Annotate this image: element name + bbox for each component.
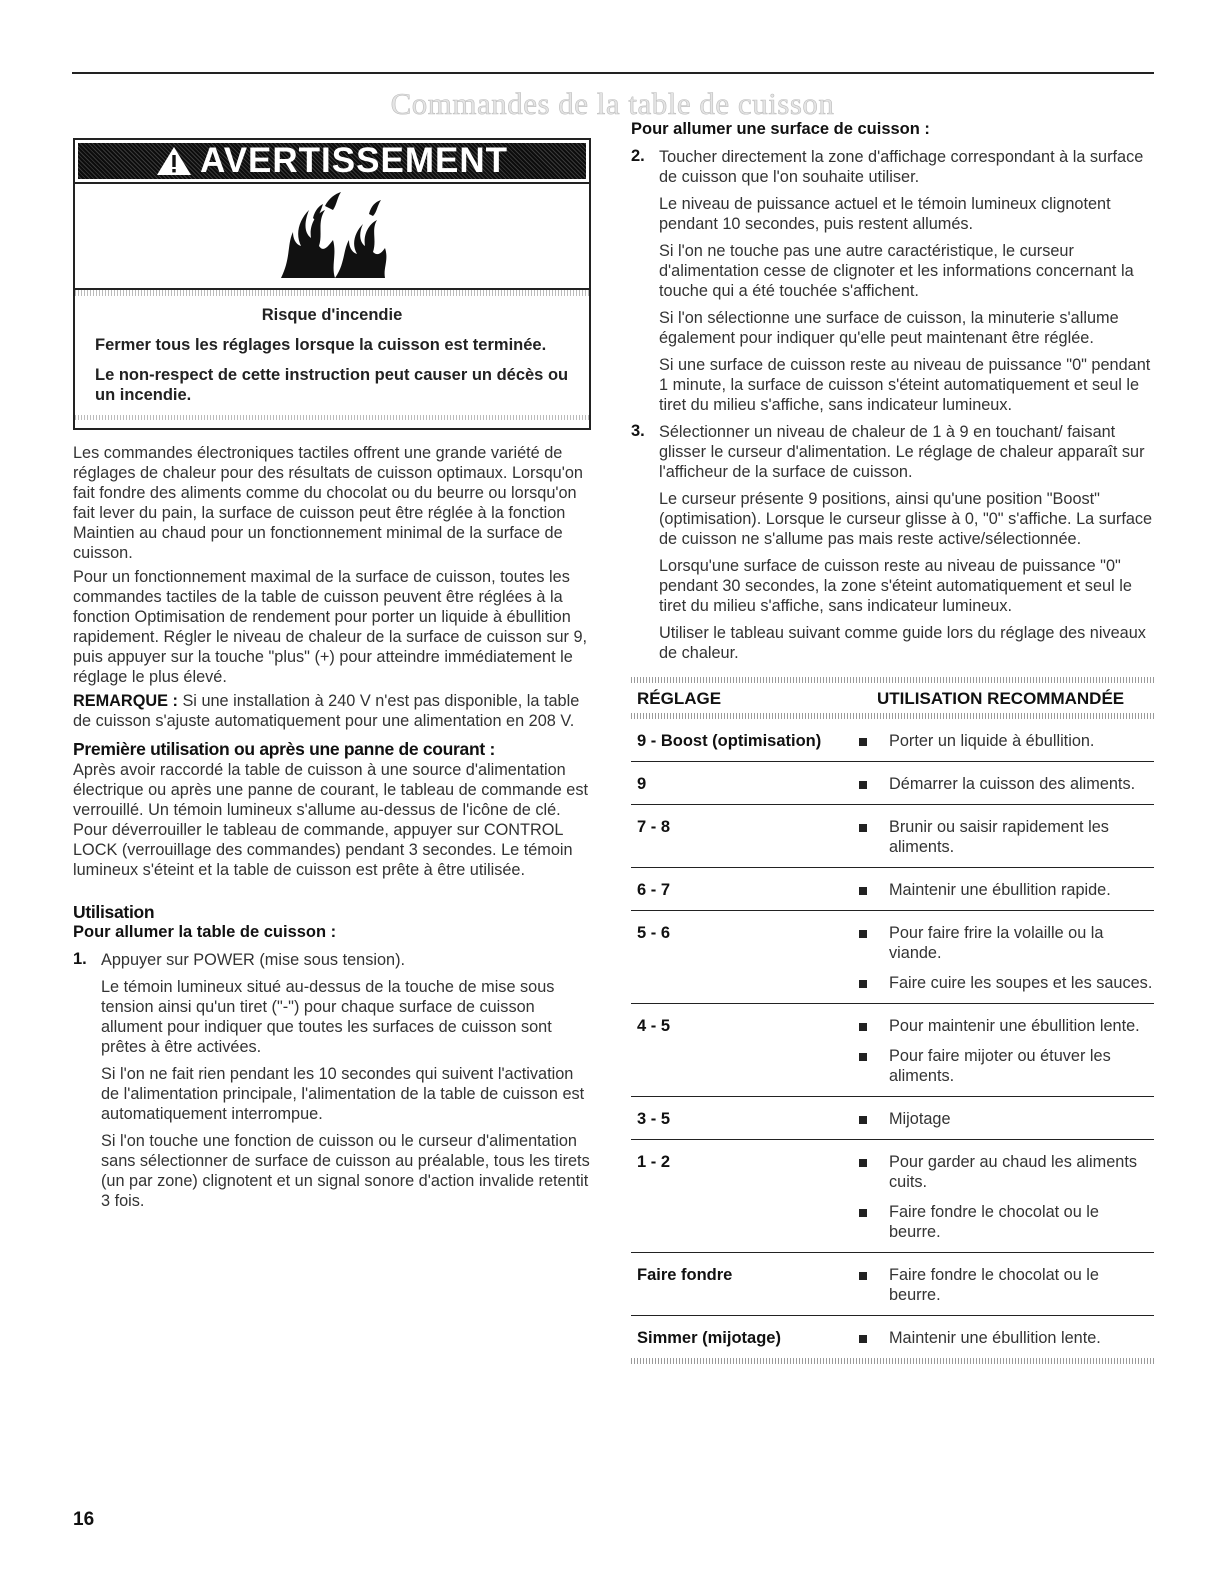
bullet-square-icon [859,887,867,895]
heat-settings-table [631,677,1154,1364]
usage-text: Porter un liquide à ébullition. [889,732,1095,750]
table-body [631,719,1154,1358]
list-item [73,950,593,1211]
first-use-heading: Première utilisation ou après une panne de courant : [73,739,495,759]
page-title: Commandes de la table de cuisson [390,86,835,121]
bullet-square-icon [859,980,867,988]
usage-text: Faire fondre le chocolat ou le beurre. [889,1203,1099,1241]
step-text: Toucher directement la zone d'affichage correspondant à la surface de cuisson que l'on souhaite utiliser. [659,148,1144,186]
warning-box [73,138,591,430]
usage-cell [855,1152,1154,1242]
bullet-square-icon [859,781,867,789]
usage-text: Pour faire mijoter ou étuver les aliments. [889,1047,1111,1085]
usage-item [855,774,1154,794]
usage-heading: Utilisation [73,902,155,922]
step-number: 2. [631,147,645,165]
hatch-rule [631,1358,1154,1364]
usage-text: Faire cuire les soupes et les sauces. [889,974,1153,992]
usage-cell [855,1109,1154,1129]
usage-text: Faire fondre le chocolat ou le beurre. [889,1266,1099,1304]
usage-item [855,1016,1154,1036]
step-paragraph: Lorsqu'une surface de cuisson reste au niveau de puissance "0" pendant 30 secondes, la zone s'éteint automatiquement et seul le tiret du milieu s'affiche, sans indicateur lumineux. [659,557,1132,615]
bullet-square-icon [859,1209,867,1217]
setting-cell: Simmer (mijotage) [637,1329,781,1347]
hatch-rule [75,415,589,420]
intro-paragraph-1: Les commandes électroniques tactiles offrent une grande variété de réglages de chaleur pour des résultats de cuisson optimaux. Lorsqu'on fait fondre des aliments comme du chocolat ou du beurre ou lorsqu'on fait lever du pain, la surface de cuisson peut être réglée à la fonction Maintien au chaud pour un fonctionnement minimal de la surface de cuisson. [73,444,583,562]
bullet-square-icon [859,1116,867,1124]
step-paragraph: Si une surface de cuisson reste au niveau de puissance "0" pendant 1 minute, la surface de cuisson s'éteint automatiquement et seul le tiret du milieu s'affiche, sans indicateur lumineux. [659,356,1151,414]
setting-cell: 7 - 8 [637,818,671,836]
page-number: 16 [73,1509,95,1530]
setting-cell: Faire fondre [637,1266,733,1284]
bullet-square-icon [859,1272,867,1280]
setting-cell: 3 - 5 [637,1110,671,1128]
step-number: 3. [631,422,645,440]
left-column [73,138,593,1211]
step-paragraph: Si l'on ne fait rien pendant les 10 secondes qui suivent l'activation de l'alimentation principale, l'alimentation de la table de cuisson est automatiquement interrompue. [101,1065,585,1123]
table-row [631,1097,1154,1140]
risk-title: Risque d'incendie [261,306,403,324]
usage-cell [855,923,1154,993]
setting-cell: 9 - Boost (optimisation) [637,732,822,750]
usage-item [855,923,1154,963]
step-paragraph: Utiliser le tableau suivant comme guide lors du réglage des niveaux de chaleur. [659,624,1146,662]
note-paragraph [73,691,593,731]
step-text: Sélectionner un niveau de chaleur de 1 à 9 en touchant/ faisant glisser le curseur d'alimentation. Le réglage de chaleur apparaît sur l'afficheur de la surface de cuisson. [659,423,1145,481]
step-text: Appuyer sur POWER (mise sous tension). [101,951,406,969]
bullet-square-icon [859,1053,867,1061]
usage-item [855,1202,1154,1242]
step-paragraph: Si l'on ne touche pas une autre caractéristique, le curseur d'alimentation cesse de clignoter et les informations concernant la touche qui a été touchée s'affichent. [659,242,1134,300]
step-paragraph: Si l'on touche une fonction de cuisson ou le curseur d'alimentation sans sélectionner de surface de cuisson au préalable, tous les tirets (un par zone) clignotent et un signal sonore d'action invalide retentit 3 fois. [101,1132,590,1210]
usage-item [855,1046,1154,1086]
warning-header [78,143,586,179]
usage-cell [855,1328,1154,1348]
section-heading: Pour allumer une surface de cuisson : [631,120,930,138]
usage-item [855,1328,1154,1348]
usage-cell [855,817,1154,857]
intro-paragraph-2: Pour un fonctionnement maximal de la surface de cuisson, toutes les commandes tactiles de la table de cuisson peuvent être réglées à la fonction Optimisation de rendement pour porter un liquide à ébullition rapidement. Régler le niveau de chaleur de la surface de cuisson sur 9, puis appuyer sur la touche "plus" (+) pour atteindre immédiatement le réglage le plus élevé. [73,568,588,686]
usage-text: Maintenir une ébullition rapide. [889,881,1111,899]
warning-text-1: Fermer tous les réglages lorsque la cuisson est terminée. [95,336,547,354]
setting-cell: 9 [637,775,647,793]
first-use-paragraph: Après avoir raccordé la table de cuisson à une source d'alimentation électrique ou après une panne de courant, le tableau de commande est verrouillé. Un témoin lumineux s'allume au-dessus de l'icône de clé. Pour déverrouiller le tableau de commande, appuyer sur CONTROL LOCK (verrouillage des commandes) pendant 3 secondes. Le témoin lumineux s'éteint et la table de cuisson est prête à être utilisée. [73,761,589,879]
usage-item [855,973,1154,993]
usage-text: Pour faire frire la volaille ou la viande. [889,924,1104,962]
list-item [631,147,1154,415]
usage-item [855,731,1154,751]
table-row [631,719,1154,762]
usage-cell [855,1016,1154,1086]
setting-cell: 1 - 2 [637,1153,671,1171]
step-paragraph: Si l'on sélectionne une surface de cuisson, la minuterie s'allume également pour indiquer qu'elle peut maintenant être réglée. [659,309,1119,347]
table-row [631,762,1154,805]
usage-item [855,880,1154,900]
top-rule [72,72,1154,74]
usage-text: Brunir ou saisir rapidement les aliments. [889,818,1109,856]
note-text: Si une installation à 240 V n'est pas disponible, la table de cuisson s'ajuste automatiquement pour une alimentation en 208 V. [73,692,580,730]
usage-text: Démarrer la cuisson des aliments. [889,775,1136,793]
setting-cell: 5 - 6 [637,924,671,942]
step-paragraph: Le curseur présente 9 positions, ainsi qu'une position "Boost" (optimisation). Lorsque le curseur glisse à 0, "0" s'affiche. La surface de cuisson ne s'allume pas mais reste active/sélectionnée. [659,490,1153,548]
usage-text: Pour garder au chaud les aliments cuits. [889,1153,1137,1191]
table-row [631,1140,1154,1253]
warning-text-2: Le non-respect de cette instruction peut causer un décès ou un incendie. [95,366,569,404]
setting-cell: 4 - 5 [637,1017,671,1035]
bullet-square-icon [859,1335,867,1343]
right-column [631,120,1154,1364]
column-header-setting: RÉGLAGE [637,689,722,708]
usage-cell [855,1265,1154,1305]
usage-item [855,1109,1154,1129]
bullet-square-icon [859,1159,867,1167]
bullet-square-icon [859,824,867,832]
table-row [631,1253,1154,1316]
usage-item [855,1152,1154,1192]
usage-item [855,817,1154,857]
usage-cell [855,880,1154,900]
warning-triangle-icon [156,146,192,176]
bullet-square-icon [859,1023,867,1031]
table-header [631,683,1154,713]
list-item [631,422,1154,663]
usage-subheading: Pour allumer la table de cuisson : [73,923,337,941]
hatch-rule [75,290,589,296]
step-paragraph: Le témoin lumineux situé au-dessus de la touche de mise sous tension ainsi qu'un tiret ("-") pour chaque surface de cuisson allument pour indiquer que toutes les surfaces de cuisson sont prêtes à être activées. [101,978,555,1056]
warning-label: AVERTISSEMENT [200,141,508,180]
table-row [631,1316,1154,1358]
table-row [631,911,1154,1004]
usage-cell [855,774,1154,794]
note-label: REMARQUE : [73,692,178,710]
table-row [631,805,1154,868]
usage-text: Maintenir une ébullition lente. [889,1329,1101,1347]
fire-image [75,182,589,290]
step-number: 1. [73,950,87,968]
table-row [631,868,1154,911]
table-row [631,1004,1154,1097]
usage-text: Pour maintenir une ébullition lente. [889,1017,1140,1035]
column-header-usage: UTILISATION RECOMMANDÉE [877,689,1125,708]
bullet-square-icon [859,738,867,746]
usage-item [855,1265,1154,1305]
step-paragraph: Le niveau de puissance actuel et le témoin lumineux clignotent pendant 10 secondes, puis restent allumés. [659,195,1111,233]
usage-cell [855,731,1154,751]
usage-text: Mijotage [889,1110,951,1128]
fire-icon [273,188,393,284]
setting-cell: 6 - 7 [637,881,671,899]
bullet-square-icon [859,930,867,938]
